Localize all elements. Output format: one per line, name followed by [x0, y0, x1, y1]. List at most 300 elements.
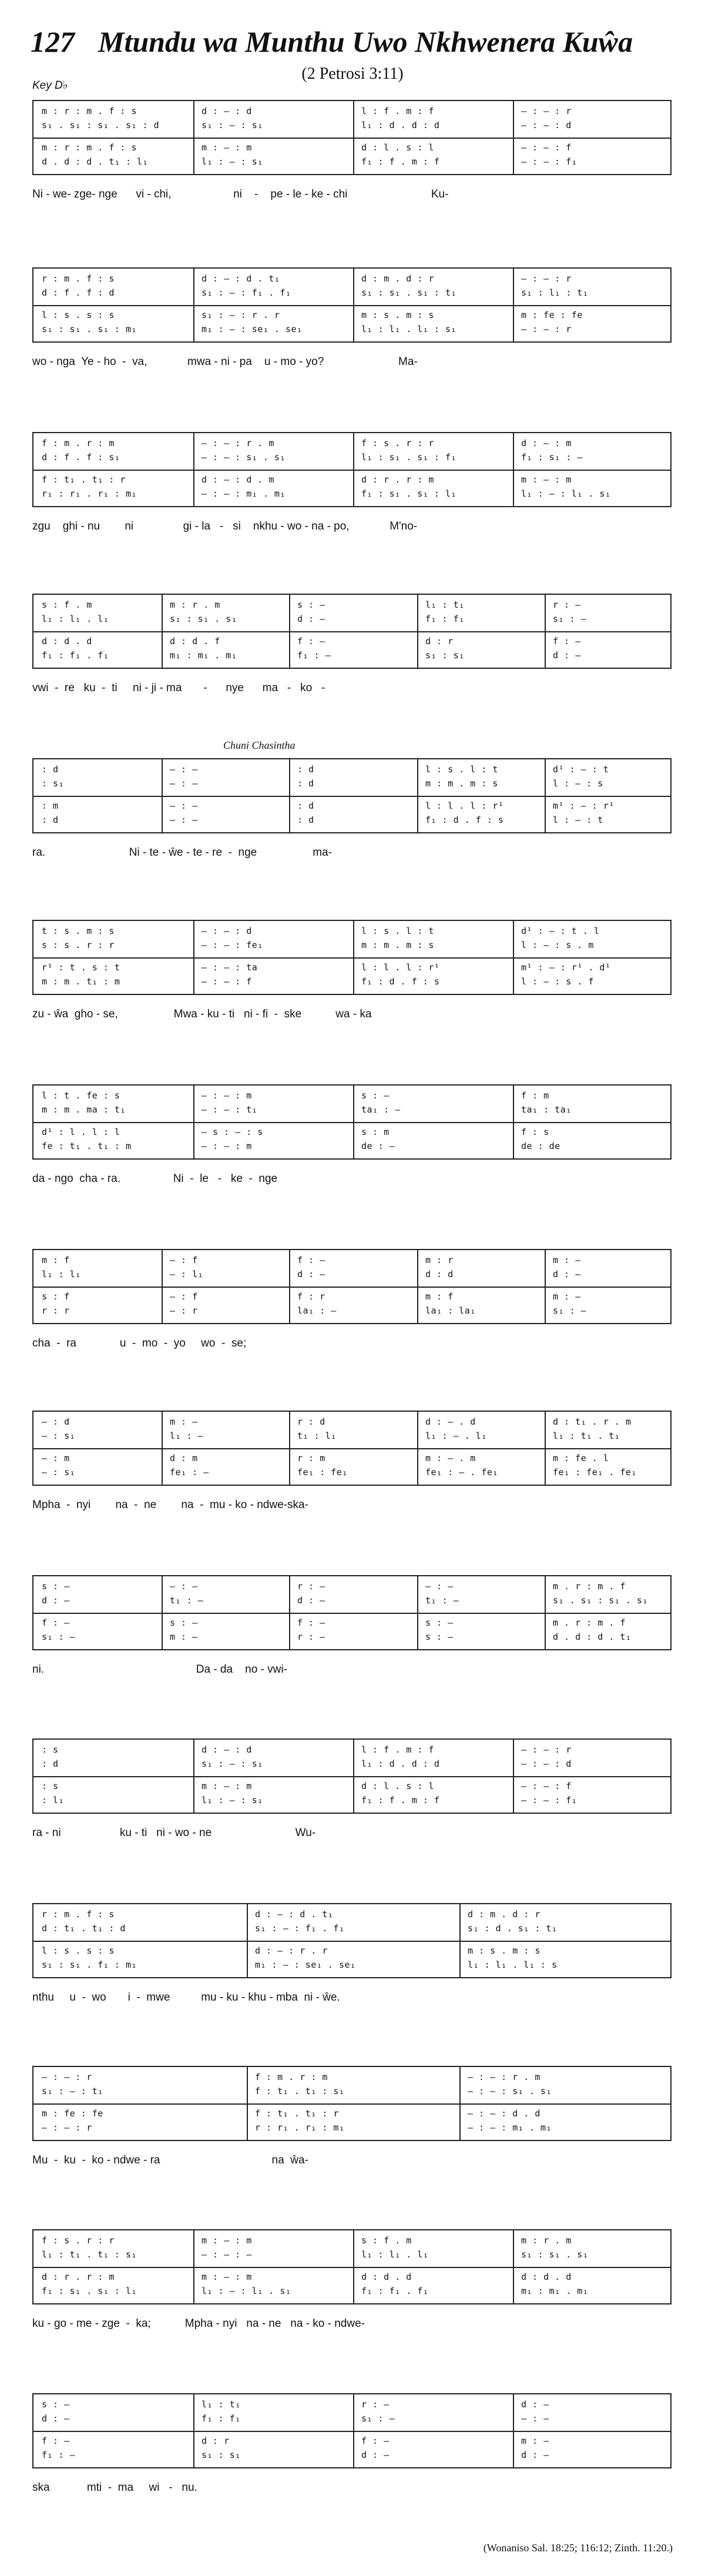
- bar-line: [162, 1412, 163, 1485]
- notation-cell: f : —: [297, 636, 325, 646]
- notation-cell: : l₁: [42, 1795, 65, 1805]
- notation-cell: l₁ : l₁ . l₁ : s: [468, 1959, 558, 1970]
- notation-cell: : d: [297, 815, 314, 825]
- notation-cell: s : —: [42, 1581, 70, 1592]
- bar-line: [193, 2230, 194, 2303]
- notation-cell: d : d: [425, 1269, 454, 1279]
- notation-cell: s₁ : l₁ : t₁: [521, 287, 589, 298]
- notation-cell: f : s . r : r: [361, 438, 434, 448]
- notation-cell: f₁ : s₁ . s₁ : l₁: [361, 488, 457, 499]
- notation-cell: l₁ : d . d : d: [361, 1758, 440, 1769]
- notation-cell: s₁ . s₁ : s₁ . s₁ : d: [42, 120, 160, 130]
- notation-cell: l : f . m : f: [361, 106, 434, 116]
- notation-cell: r : —: [297, 1581, 325, 1592]
- staff-box: [32, 1575, 672, 1650]
- notation-cell: l : l . l : r¹: [361, 962, 440, 973]
- notation-cell: — : — : ta: [202, 962, 258, 973]
- notation-cell: d : — : d . t₁: [202, 273, 280, 284]
- bar-line: [193, 433, 194, 506]
- staff-divider: [33, 957, 670, 959]
- bar-line: [289, 1412, 290, 1485]
- notation-cell: m : fe : fe: [521, 310, 583, 320]
- notation-cell: : s₁: [42, 778, 65, 789]
- notation-cell: la₁ : la₁: [425, 1305, 476, 1316]
- bar-line: [353, 2394, 354, 2467]
- notation-cell: — : —: [521, 2413, 549, 2424]
- notation-cell: ta₁ : ta₁: [521, 1104, 572, 1115]
- notation-cell: de : de: [521, 1141, 560, 1151]
- notation-cell: s₁ : s₁ . s₁ : t₁: [361, 287, 457, 298]
- notation-cell: — : — : f: [521, 1781, 572, 1791]
- notation-cell: la₁ : —: [297, 1305, 337, 1316]
- notation-cell: — : — : m₁ . m₁: [202, 488, 286, 499]
- notation-cell: d¹ : — : t: [553, 764, 609, 775]
- notation-cell: s : f: [42, 1291, 70, 1302]
- notation-cell: f : t₁ . t₁ : r: [255, 2108, 339, 2119]
- notation-cell: — : —: [170, 815, 198, 825]
- bar-line: [353, 101, 354, 174]
- bar-line: [289, 595, 290, 668]
- bar-line: [513, 2394, 514, 2467]
- staff-box: [32, 1738, 672, 1814]
- notation-cell: — : d: [42, 1416, 70, 1427]
- notation-cell: — : — : fe₁: [202, 940, 263, 950]
- notation-cell: d : —: [553, 1269, 581, 1279]
- staff-divider: [33, 1776, 670, 1777]
- notation-cell: s₁ . s₁ : s₁ . s₁: [553, 1595, 649, 1606]
- bar-line: [545, 595, 546, 668]
- notation-cell: fe₁ : fe₁ . fe₁: [553, 1467, 637, 1478]
- bar-line: [353, 1740, 354, 1813]
- notation-cell: s : —: [361, 1090, 390, 1101]
- notation-cell: — : — : d: [202, 926, 252, 936]
- notation-cell: : s: [42, 1781, 59, 1791]
- notation-cell: r : m . f : s: [42, 1909, 115, 1920]
- notation-cell: l₁ : t₁: [425, 599, 465, 610]
- lyric-line: zu - ŵa gho - se, Mwa - ku - ti ni - fi - ske wa - ka: [32, 1008, 372, 1020]
- notation-cell: d : —: [521, 2450, 549, 2460]
- notation-cell: m : —: [170, 1632, 198, 1642]
- lyric-line: vwi - re ku - ti ni - ji - ma - nye ma - ko -: [32, 682, 325, 694]
- notation-cell: fe : t₁ . t₁ : m: [42, 1141, 132, 1151]
- notation-cell: d : d . d: [521, 2272, 572, 2282]
- notation-cell: : d: [297, 764, 314, 775]
- notation-cell: f₁ : d . f : s: [425, 815, 504, 825]
- lyric-line: Mu - ku - ko - ndwe - ra na ŵa-: [32, 2154, 308, 2166]
- notation-cell: d : — : d . m: [202, 474, 274, 485]
- notation-cell: f : —: [553, 636, 581, 646]
- notation-cell: m : m . ma : t₁: [42, 1104, 126, 1115]
- notation-cell: m : — : m: [521, 474, 572, 485]
- staff-divider: [33, 2103, 670, 2105]
- staff-box: [32, 1249, 672, 1324]
- notation-cell: d : r: [202, 2436, 230, 2446]
- notation-cell: f₁ : f₁: [202, 2413, 241, 2424]
- notation-cell: m : fe : fe: [42, 2108, 103, 2119]
- bar-line: [353, 269, 354, 341]
- notation-cell: — : — : d: [521, 120, 572, 130]
- notation-cell: — : — : d . d: [468, 2108, 540, 2119]
- notation-cell: s₁ : — : t₁: [42, 2086, 103, 2096]
- notation-cell: f₁ : —: [297, 650, 331, 661]
- staff-divider: [33, 305, 670, 306]
- notation-cell: fe₁ : — . fe₁: [425, 1467, 498, 1478]
- notation-cell: r₁ : r₁ . r₁ : m₁: [42, 488, 137, 499]
- notation-cell: : d: [42, 764, 59, 775]
- notation-cell: l₁ : — : l₁ . s₁: [521, 488, 611, 499]
- notation-cell: d : —: [297, 614, 325, 624]
- notation-cell: d : — . d: [425, 1416, 476, 1427]
- notation-cell: s₁ : s₁ . f₁ : m₁: [42, 1959, 137, 1970]
- staff-divider: [33, 631, 670, 632]
- notation-cell: r : m . f : s: [42, 273, 115, 284]
- notation-cell: l₁ : t₁ . t₁: [553, 1431, 620, 1441]
- notation-cell: s₁ : — : s₁: [202, 120, 263, 130]
- notation-cell: s₁ : s₁ . s₁: [170, 614, 237, 624]
- notation-cell: m : — : m: [202, 2235, 252, 2246]
- bar-line: [417, 1250, 418, 1323]
- notation-cell: — : —: [170, 764, 198, 775]
- bar-line: [193, 1740, 194, 1813]
- hymn-number: 127: [31, 25, 75, 58]
- notation-cell: : d: [297, 778, 314, 789]
- notation-cell: l₁ : —: [170, 1431, 204, 1441]
- notation-cell: f : s: [521, 1127, 549, 1137]
- notation-cell: — s : — : s: [202, 1127, 263, 1137]
- notation-cell: — : — : t₁: [202, 1104, 258, 1115]
- notation-cell: m₁ : — : se₁ . se₁: [202, 324, 303, 334]
- notation-cell: d : —: [521, 2399, 549, 2410]
- notation-cell: m : r . m: [170, 599, 220, 610]
- notation-cell: d : t₁ . r . m: [553, 1416, 632, 1427]
- notation-cell: — : m: [42, 1453, 70, 1463]
- notation-cell: l : f . m : f: [361, 1744, 434, 1755]
- notation-cell: d : — : d: [202, 106, 252, 116]
- bar-line: [545, 1576, 546, 1649]
- notation-cell: d . d : d . t₁: [553, 1632, 632, 1642]
- notation-cell: d : l . s : l: [361, 142, 434, 153]
- notation-cell: s₁ : s₁: [425, 650, 465, 661]
- notation-cell: d : —: [42, 1595, 70, 1606]
- notation-cell: f : —: [297, 1255, 325, 1265]
- notation-cell: m : —: [553, 1291, 581, 1302]
- notation-cell: — : f: [170, 1291, 198, 1302]
- notation-cell: f₁ : f . m : f: [361, 156, 440, 167]
- notation-cell: s : m: [361, 1127, 390, 1137]
- notation-cell: l : s . s : s: [42, 310, 115, 320]
- lyric-line: nthu u - wo i - mwe mu - ku - khu - mba ni - ŵe.: [32, 1991, 340, 2004]
- notation-cell: r : r₁ . r₁ : m₁: [255, 2122, 345, 2133]
- notation-cell: l₁ : — : l₁ . s₁: [202, 2286, 291, 2296]
- staff-divider: [33, 2267, 670, 2268]
- lyric-line: wo - nga Ye - ho - va, mwa - ni - pa u - mo - yo? Ma-: [32, 356, 418, 368]
- staff-divider: [33, 1122, 670, 1123]
- notation-cell: l₁ : l₁ . l₁ : s₁: [361, 324, 457, 334]
- notation-cell: — : — : r: [521, 324, 572, 334]
- bar-line: [162, 1576, 163, 1649]
- notation-cell: de : —: [361, 1141, 395, 1151]
- notation-cell: l₁ : l₁: [42, 1269, 81, 1279]
- notation-cell: m : r : m . f : s: [42, 142, 137, 153]
- notation-cell: l : s . l : t: [361, 926, 434, 936]
- notation-cell: s : f . m: [42, 599, 92, 610]
- notation-cell: r : d: [297, 1416, 325, 1427]
- notation-cell: : m: [42, 800, 59, 811]
- lyric-line: ni. Da - da no - vwi-: [32, 1663, 287, 1676]
- staff-box: [32, 2229, 672, 2304]
- notation-cell: d : — : m: [521, 438, 572, 448]
- notation-cell: s : —: [170, 1617, 198, 1628]
- bar-line: [193, 1086, 194, 1158]
- bar-line: [417, 759, 418, 832]
- bar-line: [513, 433, 514, 506]
- notation-cell: l₁ : — . l₁: [425, 1431, 487, 1441]
- notation-cell: : d: [42, 1758, 59, 1769]
- notation-cell: m : — : m: [202, 1781, 252, 1791]
- notation-cell: f₁ : f₁ . f₁: [42, 650, 109, 661]
- notation-cell: s₁ : s₁ . s₁ : m₁: [42, 324, 137, 334]
- notation-cell: l : t . fe : s: [42, 1090, 120, 1101]
- notation-cell: : s: [42, 1744, 59, 1755]
- notation-cell: l₁ : t₁ . t₁ : s₁: [42, 2249, 137, 2260]
- bar-line: [353, 433, 354, 506]
- staff-box: [32, 267, 672, 343]
- notation-cell: — : l₁: [170, 1269, 204, 1279]
- notation-cell: m¹ : — : r¹: [553, 800, 615, 811]
- notation-cell: — : — : m: [202, 1090, 252, 1101]
- notation-cell: d : —: [297, 1269, 325, 1279]
- notation-cell: — : —: [170, 800, 198, 811]
- notation-cell: f₁ : s₁ : —: [521, 452, 583, 463]
- notation-cell: s₁ : s₁: [202, 2450, 241, 2460]
- notation-cell: f : —: [361, 2436, 390, 2446]
- notation-cell: — : — : r: [42, 2122, 92, 2133]
- notation-cell: d : —: [297, 1595, 325, 1606]
- notation-cell: s : —: [425, 1632, 454, 1642]
- notation-cell: m : r . m: [521, 2235, 572, 2246]
- bar-line: [513, 1086, 514, 1158]
- lyric-line: ku - go - me - zge - ka; Mpha - nyi na - ne na - ko - ndwe-: [32, 2317, 365, 2330]
- notation-cell: t₁ : —: [425, 1595, 459, 1606]
- notation-cell: — : — : f₁: [521, 1795, 578, 1805]
- notation-cell: s₁ : — : f₁ . f₁: [255, 1923, 345, 1934]
- notation-cell: m : — . m: [425, 1453, 476, 1463]
- notation-cell: d : d . f: [170, 636, 220, 646]
- notation-cell: d : d . d: [42, 636, 92, 646]
- notation-cell: f : s . r : r: [42, 2235, 115, 2246]
- notation-cell: d : d . d: [361, 2272, 412, 2282]
- bar-line: [247, 2067, 248, 2140]
- staff-divider: [33, 1613, 670, 1614]
- staff-divider: [33, 1448, 670, 1449]
- notation-cell: m : —: [170, 1416, 198, 1427]
- notation-cell: f₁ : s₁ . s₁ : l₁: [42, 2286, 137, 2296]
- notation-cell: s₁ : —: [42, 1632, 76, 1642]
- notation-cell: — : —: [170, 1581, 198, 1592]
- bar-line: [162, 595, 163, 668]
- bar-line: [353, 1086, 354, 1158]
- bar-line: [513, 101, 514, 174]
- notation-cell: r : —: [361, 2399, 390, 2410]
- bar-line: [545, 1250, 546, 1323]
- notation-cell: f : m . r : m: [42, 438, 115, 448]
- source-references: (Wonaniso Sal. 18:25; 116:12; Zinth. 11:20.): [483, 2542, 673, 2554]
- bar-line: [545, 1412, 546, 1485]
- notation-cell: f₁ : d . f : s: [361, 976, 440, 987]
- notation-cell: ta₁ : —: [361, 1104, 401, 1115]
- notation-cell: — : — : f₁: [521, 156, 578, 167]
- bar-line: [193, 2394, 194, 2467]
- notation-cell: s : s . r : r: [42, 940, 115, 950]
- staff-divider: [33, 1941, 670, 1942]
- notation-cell: m₁ : — : se₁ . se₁: [255, 1959, 356, 1970]
- notation-cell: l₁ : — : s₁: [202, 1795, 263, 1805]
- notation-cell: m : m . m : s: [425, 778, 498, 789]
- notation-cell: m . r : m . f: [553, 1581, 626, 1592]
- notation-cell: r : m: [297, 1453, 325, 1463]
- notation-cell: m : f: [42, 1255, 70, 1265]
- notation-cell: r : r: [42, 1305, 70, 1316]
- notation-cell: s₁ : s₁ . s₁: [521, 2249, 589, 2260]
- notation-cell: d : t₁ . t₁ : d: [42, 1923, 126, 1934]
- notation-cell: l₁ : d . d : d: [361, 120, 440, 130]
- notation-cell: d : r . r : m: [361, 474, 434, 485]
- lyric-line: Ni - we- zge- nge vi - chi, ni - pe - le - ke - chi Ku-: [32, 188, 449, 200]
- notation-cell: s : f . m: [361, 2235, 412, 2246]
- notation-cell: — : — : r . m: [202, 438, 274, 448]
- notation-cell: r : —: [297, 1632, 325, 1642]
- lyric-line: da - ngo cha - ra. Ni - le - ke - nge: [32, 1173, 278, 1185]
- notation-cell: — : — : r: [521, 273, 572, 284]
- notation-cell: — : f: [170, 1255, 198, 1265]
- staff-box: [32, 2393, 672, 2468]
- lyric-line: ska mti - ma wi - nu.: [32, 2481, 197, 2494]
- notation-cell: fe₁ : —: [170, 1467, 209, 1478]
- bar-line: [417, 1576, 418, 1649]
- tune-change-cue: Chuni Chasintha: [223, 739, 296, 751]
- notation-cell: m : s . m : s: [361, 310, 434, 320]
- notation-cell: m : —: [553, 1255, 581, 1265]
- notation-cell: m : m . t₁ : m: [42, 976, 120, 987]
- notation-cell: t₁ : l₁: [297, 1431, 337, 1441]
- lyric-line: Mpha - nyi na - ne na - mu - ko - ndwe-ska-: [32, 1499, 308, 1511]
- staff-box: [32, 594, 672, 669]
- key-signature: Key D♭: [32, 79, 68, 92]
- notation-cell: l : s . s : s: [42, 1945, 115, 1956]
- notation-cell: — : s₁: [42, 1431, 76, 1441]
- notation-cell: d : m . d : r: [468, 1909, 540, 1920]
- hymn-title: Mtundu wa Munthu Uwo Nkhwenera Kuŵa: [98, 25, 633, 58]
- staff-box: [32, 100, 672, 175]
- notation-cell: f : t₁ . t₁ : s₁: [255, 2086, 345, 2096]
- notation-cell: — : — : s₁ . s₁: [202, 452, 286, 463]
- staff-box: [32, 2066, 672, 2141]
- notation-cell: — : — : m₁ . m₁: [468, 2122, 552, 2133]
- staff-box: [32, 1084, 672, 1160]
- notation-cell: m . r : m . f: [553, 1617, 626, 1628]
- notation-cell: — : — : s₁ . s₁: [468, 2086, 552, 2096]
- notation-cell: f₁ : f₁: [425, 614, 465, 624]
- notation-cell: m : r : m . f : s: [42, 106, 137, 116]
- notation-cell: f : —: [42, 1617, 70, 1628]
- notation-cell: m₁ : m₁ . m₁: [521, 2286, 589, 2296]
- notation-cell: f₁ : f . m : f: [361, 1795, 440, 1805]
- bar-line: [513, 921, 514, 994]
- staff-divider: [33, 138, 670, 139]
- bar-line: [289, 1250, 290, 1323]
- notation-cell: fe₁ : fe₁: [297, 1467, 348, 1478]
- staff-box: [32, 432, 672, 507]
- notation-cell: d : —: [361, 2450, 390, 2460]
- bar-line: [545, 759, 546, 832]
- notation-cell: l₁ : l₁ . l₁: [361, 2249, 429, 2260]
- lyric-line: ra - ni ku - ti ni - wo - ne Wu-: [32, 1827, 316, 1839]
- notation-cell: — : —: [170, 778, 198, 789]
- notation-cell: s₁ : —: [553, 614, 587, 624]
- notation-cell: — : — : r: [42, 2072, 92, 2082]
- notation-cell: — : — : f: [521, 142, 572, 153]
- notation-cell: s : —: [425, 1617, 454, 1628]
- notation-cell: f : —: [42, 2436, 70, 2446]
- scripture-reference: (2 Petrosi 3:11): [301, 65, 404, 83]
- bar-line: [289, 1576, 290, 1649]
- notation-cell: — : r: [170, 1305, 198, 1316]
- notation-cell: s : —: [297, 599, 325, 610]
- notation-cell: d : —: [553, 650, 581, 661]
- notation-cell: f : r: [297, 1291, 325, 1302]
- notation-cell: l : l . l : r¹: [425, 800, 504, 811]
- lyric-line: cha - ra u - mo - yo wo - se;: [32, 1337, 247, 1349]
- notation-cell: s₁ : —: [361, 2413, 395, 2424]
- notation-cell: f : m: [521, 1090, 549, 1101]
- notation-cell: s : —: [42, 2399, 70, 2410]
- notation-cell: d¹ : l . l : l: [42, 1127, 120, 1137]
- notation-cell: m : — : m: [202, 142, 252, 153]
- notation-cell: l₁ : s₁ . s₁ : f₁: [361, 452, 457, 463]
- notation-cell: — : s₁: [42, 1467, 76, 1478]
- notation-cell: r¹ : t . s : t: [42, 962, 120, 973]
- notation-cell: s₁ : — : s₁: [202, 1758, 263, 1769]
- lyric-line: zgu ghi - nu ni gi - la - si nkhu - wo - na - po, M'no-: [32, 520, 418, 532]
- staff-divider: [33, 796, 670, 797]
- bar-line: [353, 2230, 354, 2303]
- bar-line: [162, 1250, 163, 1323]
- lyric-line: ra. Ni - te - ŵe - te - re - nge ma-: [32, 846, 332, 859]
- notation-cell: m : f: [425, 1291, 454, 1302]
- notation-cell: m : — : m: [202, 2272, 252, 2282]
- notation-cell: l : — : s . f: [521, 976, 594, 987]
- notation-cell: d : — : d: [202, 1744, 252, 1755]
- notation-cell: d : m: [170, 1453, 198, 1463]
- notation-cell: s₁ : d . s₁ : t₁: [468, 1923, 558, 1934]
- notation-cell: — : — : —: [202, 2249, 252, 2260]
- staff-divider: [33, 470, 670, 471]
- notation-cell: — : — : d: [521, 1758, 572, 1769]
- notation-cell: d : — : d . t₁: [255, 1909, 334, 1920]
- staff-box: [32, 1903, 672, 1978]
- notation-cell: d : l . s : l: [361, 1781, 434, 1791]
- notation-cell: — : — : m: [202, 1141, 252, 1151]
- notation-cell: l : — : t: [553, 815, 603, 825]
- bar-line: [459, 2067, 461, 2140]
- notation-cell: t : s . m : s: [42, 926, 115, 936]
- bar-line: [513, 269, 514, 341]
- notation-cell: d : r: [425, 636, 454, 646]
- notation-cell: m : fe . l: [553, 1453, 609, 1463]
- notation-cell: m : m . m : s: [361, 940, 434, 950]
- notation-cell: l₁ : t₁: [202, 2399, 241, 2410]
- bar-line: [513, 2230, 514, 2303]
